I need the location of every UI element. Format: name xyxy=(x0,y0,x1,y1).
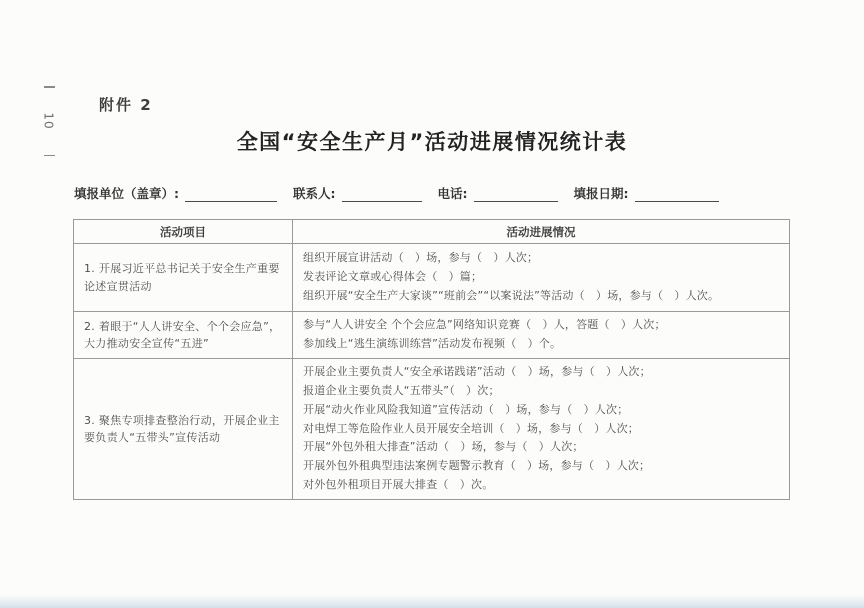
progress-line: 对电焊工等危险作业人员开展安全培训（ ）场，参与（ ）人次； xyxy=(303,421,639,435)
table-row xyxy=(74,312,790,359)
progress-line: 参加线上“逃生演练训练营”活动发布视频（ ）个。 xyxy=(303,336,562,350)
table-header-row xyxy=(74,220,790,244)
project-cell: 2. 着眼于“人人讲安全、个个会应急”，大力推动安全宣传“五进” xyxy=(74,312,293,359)
fill-unit-label: 填报单位（盖章）: xyxy=(74,186,179,201)
header-cell-progress: 活动进展情况 xyxy=(293,220,790,244)
table-row xyxy=(74,244,790,312)
progress-line: 报道企业主要负责人“五带头”（ ）次； xyxy=(303,383,500,397)
phone-label: 电话: xyxy=(437,186,468,201)
progress-line: 开展“动火作业风险我知道”宣传活动（ ）场，参与（ ）人次； xyxy=(303,402,629,416)
phone-blank xyxy=(474,186,558,202)
activity-progress-table xyxy=(73,219,790,500)
project-cell: 1. 开展习近平总书记关于安全生产重要论述宣贯活动 xyxy=(74,244,293,312)
progress-line: 对外包外租项目开展大排查（ ）次。 xyxy=(303,478,494,492)
progress-cell xyxy=(293,358,790,499)
attachment-label: 附件 2 xyxy=(99,96,153,114)
header-cell-project: 活动项目 xyxy=(74,220,293,244)
report-info-line xyxy=(74,184,788,202)
progress-line: 开展外包外租典型违法案例专题警示教育（ ）场，参与（ ）人次； xyxy=(303,459,651,473)
progress-line: 开展“外包外租大排查”活动（ ）场，参与（ ）人次； xyxy=(303,440,584,454)
progress-line: 组织开展宣讲活动（ ）场，参与（ ）人次； xyxy=(303,251,539,265)
progress-cell xyxy=(293,244,790,312)
progress-cell xyxy=(293,312,790,359)
scan-bottom-shadow xyxy=(0,594,864,608)
fill-date-blank xyxy=(635,186,719,202)
progress-line: 开展企业主要负责人“安全承诺践诺”活动（ ）场，参与（ ）人次； xyxy=(303,364,651,378)
fill-unit-blank xyxy=(185,186,277,202)
fill-date-label: 填报日期: xyxy=(573,186,629,201)
document-title: 全国“安全生产月”活动进展情况统计表 xyxy=(236,130,628,154)
page-number: 10 xyxy=(42,112,56,130)
contact-blank xyxy=(342,186,422,202)
table-row xyxy=(74,358,790,499)
progress-line: 发表评论文章或心得体会（ ）篇； xyxy=(303,270,483,284)
contact-label: 联系人: xyxy=(293,186,336,201)
project-cell: 3. 聚焦专项排查整治行动，开展企业主要负责人“五带头”宣传活动 xyxy=(74,358,293,499)
progress-line: 组织开展“安全生产大家谈”“班前会”“以案说法”等活动（ ）场，参与（ ）人次。 xyxy=(303,288,720,302)
page-number-dash-top xyxy=(44,86,55,88)
progress-line: 参与“人人讲安全 个个会应急”网络知识竞赛（ ）人，答题（ ）人次； xyxy=(303,318,666,331)
